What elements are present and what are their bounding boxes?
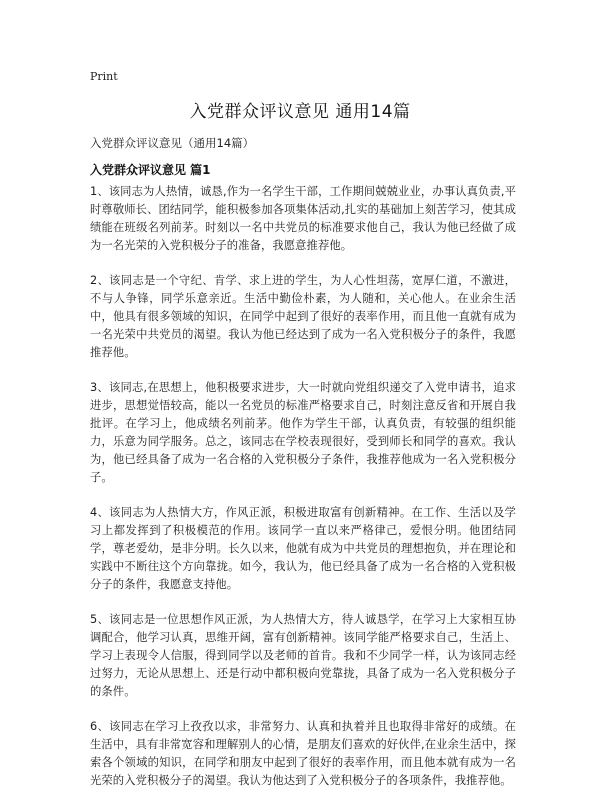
document-subtitle: 入党群众评议意见（通用14篇） (90, 136, 255, 150)
section-heading: 入党群众评议意见 篇1 (90, 163, 211, 177)
paragraph-2: 2、该同志是一个守纪、肯学、求上进的学生，为人心性坦荡，宽厚仁道，不激进，不与人争锋，同学乐意亲近。生活中勤俭朴素，为人随和，关心他人。在业余生活中，他具有很多领域的知识，在同学中起到了很好的表率作用，而且他一直就有成为一名光荣中共党员的渴望。我认为他已经达到了成为一名入党积极分子的条件，我愿推荐他。 (90, 274, 516, 359)
document-body (90, 183, 516, 807)
paragraph-6: 6、该同志在学习上孜孜以求，非常努力、认真和执着并且也取得非常好的成绩。在生活中，具有非常宽容和理解别人的心情，是朋友们喜欢的好伙伴,在业余生活中，探索各个领域的知识，在同学和朋友中起到了很好的表率作用，而且他本就有成为一名光荣的入党积极分子的渴望。我认为他达到了入党积极分子的各项条件，我推荐他。 (90, 720, 516, 787)
paragraph-5: 5、该同志是一位思想作风正派，为人热情大方，待人诚恳学，在学习上大家相互协调配合，他学习认真，思维开阔，富有创新精神。该同学能严格要求自己，生活上、学习上表现令人信服，得到同学以及老师的首肯。我和不少同学一样，认为该同志经过努力，无论从思想上、还是行动中都积极向党靠拢，具备了成为一名入党积极分子的条件。 (90, 613, 516, 698)
paragraph-3: 3、该同志,在思想上，他积极要求进步，大一时就向党组织递交了入党申请书，追求进步，思想觉悟较高，能以一名党员的标准严格要求自己，时刻注意反省和开展自我批评。在学习上，他成绩名列前茅。他作为学生干部，认真负责，有较强的组织能力，乐意为同学服务。总之，该同志在学校表现很好，受到师长和同学的喜欢。我认为，他已经具备了成为一名合格的入党积极分子条件，我推荐他成为一名入党积极分子。 (90, 381, 516, 484)
print-link[interactable]: Print (90, 70, 118, 83)
paragraph-4: 4、该同志为人热情大方，作风正派，积极进取富有创新精神。在工作、生活以及学习上都发挥到了积极模范的作用。该同学一直以来严格律己，爱恨分明。他团结同学，尊老爱幼，是非分明。长久以来，他就有成为中共党员的理想抱负，并在理论和实践中不断往这个方向靠拢。如今，我认为，他已经具备了成为一名合格的入党积极分子的条件，我愿意支持他。 (90, 506, 516, 591)
page-title: 入党群众评议意见 通用14篇 (189, 102, 411, 122)
paragraph-1: 1、该同志为人热情，诚恳,作为一名学生干部，工作期间兢兢业业，办事认真负责,平时尊敬师长、团结同学，能积极参加各项集体活动,扎实的基础加上刻苦学习，使其成绩能在班级名列前茅。时刻以一名中共党员的标准要求他自己，我认为他已经做了成为一名光荣的入党积极分子的准备，我愿意推荐他。 (90, 185, 516, 252)
